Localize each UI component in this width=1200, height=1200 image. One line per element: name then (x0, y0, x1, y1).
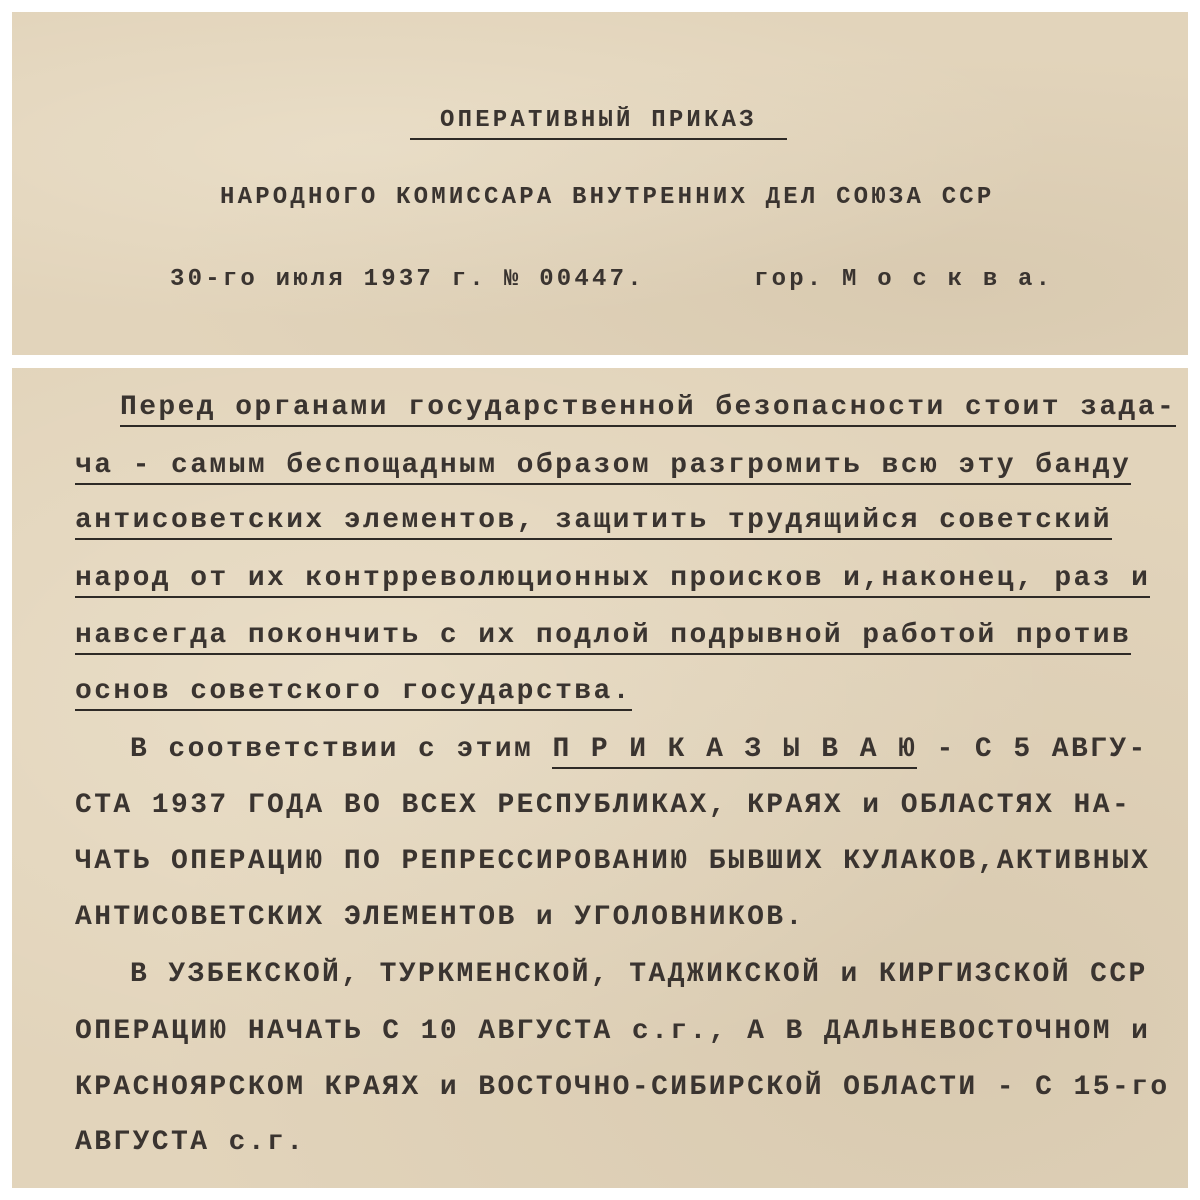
document-city: гор. М о с к в а. (754, 266, 1054, 293)
order-word: П Р И К А З Ы В А Ю (552, 734, 917, 769)
order-suffix: - С 5 АВГУ- (917, 734, 1148, 765)
body-line (75, 503, 1112, 539)
body-line: КРАСНОЯРСКОМ КРАЯХ и ВОСТОЧНО-СИБИРСКОЙ ОБЛАСТИ - С 15-го (75, 1072, 1170, 1103)
order-prefix: В соответствии с этим (130, 734, 553, 765)
body-line: ЧАТЬ ОПЕРАЦИЮ ПО РЕПРЕССИРОВАНИЮ БЫВШИХ КУЛАКОВ,АКТИВНЫХ (75, 846, 1151, 877)
body-line (75, 561, 1150, 597)
underlined-text: Перед органами государственной безопасности стоит зада- (120, 392, 1176, 427)
body-line: СТА 1937 ГОДА ВО ВСЕХ РЕСПУБЛИКАХ, КРАЯХ и ОБЛАСТЯХ НА- (75, 790, 1132, 821)
body-line (120, 390, 1176, 426)
body-line: АВГУСТА с.г. (75, 1127, 306, 1158)
underlined-text: навсегда покончить с их подлой подрывной работой против (75, 620, 1131, 655)
body-line (75, 618, 1131, 654)
underlined-text: антисоветских элементов, защитить трудящийся советский (75, 505, 1112, 540)
underlined-text: основ советского государства. (75, 676, 632, 711)
underlined-text: народ от их контрреволюционных происков и,наконец, раз и (75, 563, 1150, 598)
title-text: ОПЕРАТИВНЫЙ ПРИКАЗ (410, 107, 787, 140)
body-line: ОПЕРАЦИЮ НАЧАТЬ С 10 АВГУСТА с.г., А В ДАЛЬНЕВОСТОЧНОМ и (75, 1016, 1151, 1047)
document-header-fragment (12, 12, 1188, 355)
document-title (410, 107, 787, 134)
body-line (75, 674, 632, 710)
order-line (130, 732, 1148, 768)
document-date: 30-го июля 1937 г. (170, 266, 487, 293)
underlined-text: ча - самым беспощадным образом разгромить всю эту банду (75, 450, 1131, 485)
body-line (75, 448, 1131, 484)
body-line: АНТИСОВЕТСКИХ ЭЛЕМЕНТОВ и УГОЛОВНИКОВ. (75, 902, 805, 933)
document-subtitle: НАРОДНОГО КОМИССАРА ВНУТРЕННИХ ДЕЛ СОЮЗА ССР (220, 184, 995, 211)
body-line: В УЗБЕКСКОЙ, ТУРКМЕНСКОЙ, ТАДЖИКСКОЙ и КИРГИЗСКОЙ ССР (130, 959, 1148, 990)
document-number: № 00447. (504, 266, 645, 293)
document-body-fragment (12, 368, 1188, 1188)
